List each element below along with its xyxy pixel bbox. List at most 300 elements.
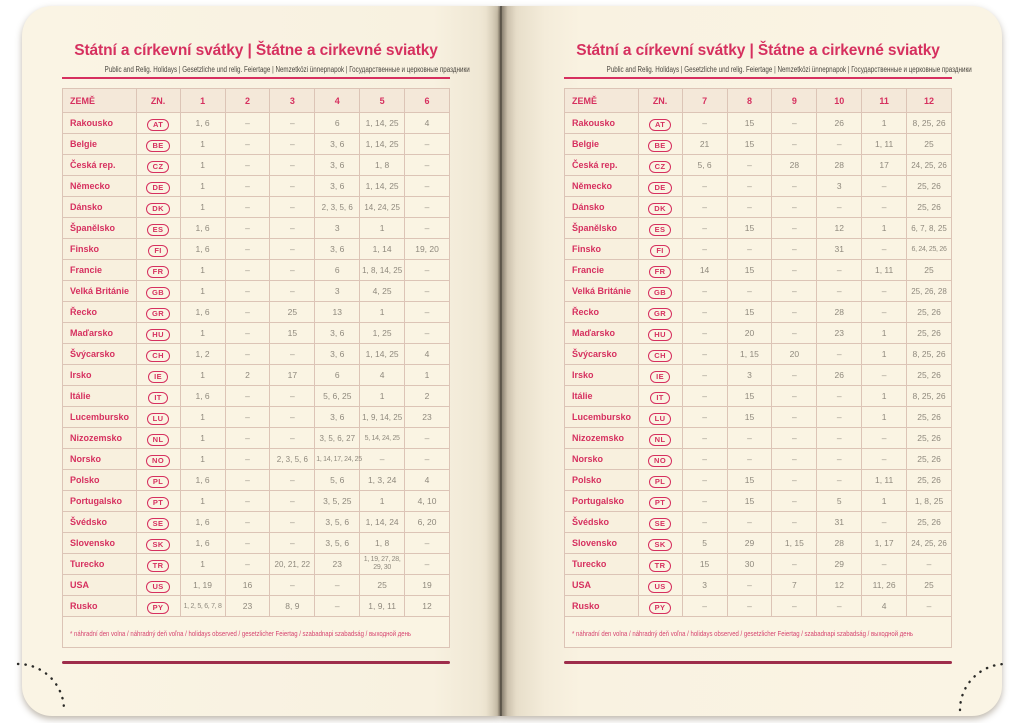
- holiday-days-cell: –: [270, 344, 315, 365]
- holiday-days-cell: –: [225, 302, 270, 323]
- country-name: Itálie: [63, 386, 137, 407]
- holiday-days-cell: 3, 6: [315, 323, 360, 344]
- holiday-days-cell: 1, 11: [862, 134, 907, 155]
- holiday-days-cell: –: [270, 470, 315, 491]
- holiday-days-cell: –: [682, 449, 727, 470]
- holiday-days-cell: 3, 5, 25: [315, 491, 360, 512]
- table-row: [565, 197, 952, 218]
- header-row: [63, 89, 450, 113]
- country-name: Belgie: [63, 134, 137, 155]
- holiday-days-cell: –: [270, 218, 315, 239]
- holiday-days-cell: 13: [315, 302, 360, 323]
- holiday-days-cell: 1, 14, 25: [360, 344, 405, 365]
- holiday-days-cell: –: [405, 554, 450, 575]
- holiday-days-cell: 25: [360, 575, 405, 596]
- holiday-days-cell: 31: [817, 239, 862, 260]
- holiday-days-cell: 15: [727, 302, 772, 323]
- holiday-days-cell: –: [862, 302, 907, 323]
- holiday-days-cell: 25, 26: [907, 407, 952, 428]
- holiday-days-cell: 6, 24, 25, 26: [907, 239, 952, 260]
- country-name: Norsko: [565, 449, 639, 470]
- holiday-days-cell: –: [862, 197, 907, 218]
- holiday-days-cell: 15: [727, 113, 772, 134]
- holiday-days-cell: –: [817, 260, 862, 281]
- holiday-days-cell: –: [682, 386, 727, 407]
- holiday-days-cell: 1, 6: [180, 302, 225, 323]
- holiday-days-cell: 15: [727, 134, 772, 155]
- holiday-days-cell: –: [405, 302, 450, 323]
- holiday-days-cell: –: [405, 449, 450, 470]
- holiday-days-cell: 1, 6: [180, 533, 225, 554]
- holiday-days-cell: 3, 5, 6, 27: [315, 428, 360, 449]
- country-code-cell: [638, 218, 682, 239]
- holiday-days-cell: –: [270, 575, 315, 596]
- footnote: * náhradní den volna / náhradný deň voľna / holidays observed / gesetzlicher Feiertag / szabadnapi szabadság / выходной день: [572, 629, 914, 638]
- table-row: [63, 449, 450, 470]
- country-code-badge: FR: [649, 266, 672, 278]
- holiday-days-cell: –: [225, 218, 270, 239]
- diary-right-page: [500, 6, 1002, 716]
- country-name: Maďarsko: [565, 323, 639, 344]
- footnote-cell: [565, 617, 952, 648]
- holiday-days-cell: 3: [817, 176, 862, 197]
- holiday-days-cell: –: [772, 470, 817, 491]
- holiday-days-cell: –: [772, 302, 817, 323]
- holiday-days-cell: –: [225, 344, 270, 365]
- holiday-days-cell: 25, 26: [907, 470, 952, 491]
- holiday-days-cell: –: [225, 176, 270, 197]
- holiday-days-cell: –: [727, 176, 772, 197]
- holiday-days-cell: –: [862, 365, 907, 386]
- holiday-days-cell: 15: [727, 470, 772, 491]
- holiday-days-cell: –: [817, 407, 862, 428]
- country-code-badge: IE: [650, 371, 670, 383]
- holiday-days-cell: –: [682, 239, 727, 260]
- holiday-days-cell: –: [817, 596, 862, 617]
- country-code-badge: HU: [648, 329, 672, 341]
- holiday-days-cell: –: [682, 113, 727, 134]
- country-name: Dánsko: [565, 197, 639, 218]
- holiday-days-cell: –: [772, 491, 817, 512]
- country-code-badge: DE: [648, 182, 671, 194]
- country-name: Francie: [63, 260, 137, 281]
- holiday-days-cell: –: [772, 449, 817, 470]
- holiday-days-cell: –: [727, 155, 772, 176]
- table-row: [63, 491, 450, 512]
- holiday-days-cell: –: [772, 197, 817, 218]
- holiday-days-cell: 1: [180, 134, 225, 155]
- holiday-days-cell: 1: [180, 323, 225, 344]
- page-title: Státní a církevní svátky | Štátne a cirkevné sviatky: [74, 42, 438, 59]
- country-name: Slovensko: [63, 533, 137, 554]
- table-row: [63, 176, 450, 197]
- holiday-days-cell: –: [225, 470, 270, 491]
- column-header: 9: [772, 89, 817, 113]
- holiday-days-cell: 1, 6: [180, 470, 225, 491]
- holiday-days-cell: 1: [180, 428, 225, 449]
- table-row: [63, 407, 450, 428]
- perforation-dots-right-corner: [946, 658, 1016, 720]
- bottom-rule: [62, 661, 450, 664]
- holiday-days-cell: –: [225, 449, 270, 470]
- holiday-days-cell: –: [270, 386, 315, 407]
- table-row: [565, 470, 952, 491]
- holiday-days-cell: –: [405, 155, 450, 176]
- holiday-days-cell: 1, 14: [360, 239, 405, 260]
- holiday-days-cell: 3, 6: [315, 344, 360, 365]
- country-code-cell: [638, 470, 682, 491]
- holiday-days-cell: 1: [360, 218, 405, 239]
- header-row: [565, 89, 952, 113]
- holiday-days-cell: 19, 20: [405, 239, 450, 260]
- country-code-badge: PY: [649, 602, 672, 614]
- holiday-days-cell: 1, 25: [360, 323, 405, 344]
- country-name: Nizozemsko: [63, 428, 137, 449]
- column-header: 11: [862, 89, 907, 113]
- table-row: [63, 155, 450, 176]
- holiday-days-cell: –: [772, 134, 817, 155]
- holiday-days-cell: 23: [225, 596, 270, 617]
- holiday-days-cell: 1: [360, 386, 405, 407]
- holiday-days-cell: 1: [180, 449, 225, 470]
- country-name: Portugalsko: [565, 491, 639, 512]
- holiday-days-cell: –: [270, 113, 315, 134]
- holiday-days-cell: –: [360, 449, 405, 470]
- holiday-days-cell: –: [682, 407, 727, 428]
- column-header: ZEMĚ: [565, 89, 639, 113]
- holiday-days-cell: –: [772, 428, 817, 449]
- country-code-badge: US: [146, 581, 169, 593]
- holiday-days-cell: 8, 9: [270, 596, 315, 617]
- holiday-days-cell: –: [772, 218, 817, 239]
- country-code-badge: DE: [146, 182, 169, 194]
- table-row: [63, 596, 450, 617]
- holiday-days-cell: –: [225, 155, 270, 176]
- holiday-days-cell: –: [727, 575, 772, 596]
- holiday-days-cell: 24, 25, 26: [907, 533, 952, 554]
- country-name: Itálie: [565, 386, 639, 407]
- country-code-badge: PL: [649, 476, 671, 488]
- holiday-days-cell: 28: [817, 302, 862, 323]
- country-code-cell: [638, 491, 682, 512]
- country-name: Německo: [63, 176, 137, 197]
- column-header: 1: [180, 89, 225, 113]
- country-code-badge: GB: [146, 287, 170, 299]
- holiday-days-cell: –: [772, 596, 817, 617]
- holiday-days-cell: 23: [817, 323, 862, 344]
- holiday-days-cell: 1, 14, 25: [360, 134, 405, 155]
- holiday-days-cell: 1, 6: [180, 218, 225, 239]
- holiday-days-cell: –: [225, 491, 270, 512]
- table-row: [63, 197, 450, 218]
- table-row: [63, 554, 450, 575]
- table-row: [63, 470, 450, 491]
- country-name: Dánsko: [63, 197, 137, 218]
- holiday-days-cell: –: [727, 428, 772, 449]
- country-code-badge: GR: [146, 308, 170, 320]
- column-header: 12: [907, 89, 952, 113]
- holiday-days-cell: –: [225, 533, 270, 554]
- holiday-days-cell: 8, 25, 26: [907, 386, 952, 407]
- holiday-days-cell: 1, 19: [180, 575, 225, 596]
- holiday-days-cell: 3, 6: [315, 407, 360, 428]
- holiday-days-cell: 1, 11: [862, 470, 907, 491]
- country-code-badge: CZ: [649, 161, 672, 173]
- column-header: 5: [360, 89, 405, 113]
- holiday-days-cell: –: [225, 428, 270, 449]
- country-code-cell: [136, 113, 180, 134]
- holiday-days-cell: 20, 21, 22: [270, 554, 315, 575]
- holiday-days-cell: –: [862, 512, 907, 533]
- holiday-days-cell: –: [270, 260, 315, 281]
- country-code-cell: [136, 554, 180, 575]
- holiday-days-cell: –: [727, 281, 772, 302]
- footnote-cell: [63, 617, 450, 648]
- holiday-days-cell: 29: [817, 554, 862, 575]
- country-code-cell: [638, 281, 682, 302]
- country-name: Nizozemsko: [565, 428, 639, 449]
- holiday-days-cell: 25: [907, 260, 952, 281]
- column-header: 3: [270, 89, 315, 113]
- holiday-days-cell: 4: [405, 344, 450, 365]
- country-code-cell: [638, 323, 682, 344]
- table-row: [565, 407, 952, 428]
- holiday-days-cell: –: [405, 197, 450, 218]
- table-row: [565, 134, 952, 155]
- holiday-days-cell: –: [315, 596, 360, 617]
- column-header: 2: [225, 89, 270, 113]
- holiday-days-cell: –: [772, 386, 817, 407]
- country-code-cell: [638, 554, 682, 575]
- holiday-days-cell: 25, 26: [907, 449, 952, 470]
- holiday-days-cell: 1, 17: [862, 533, 907, 554]
- holiday-days-cell: 1: [180, 197, 225, 218]
- table-row: [63, 365, 450, 386]
- holiday-days-cell: 1, 6: [180, 239, 225, 260]
- column-header: 7: [682, 89, 727, 113]
- holiday-days-cell: –: [225, 512, 270, 533]
- holiday-days-cell: –: [817, 428, 862, 449]
- country-code-badge: FI: [148, 245, 167, 257]
- country-code-cell: [638, 365, 682, 386]
- country-name: Česká rep.: [63, 155, 137, 176]
- country-name: Francie: [565, 260, 639, 281]
- holidays-table-months-7-12: [564, 88, 952, 648]
- country-name: Velká Británie: [63, 281, 137, 302]
- holiday-days-cell: 5, 6: [682, 155, 727, 176]
- country-code-cell: [136, 512, 180, 533]
- holiday-days-cell: –: [682, 197, 727, 218]
- holiday-days-cell: –: [270, 155, 315, 176]
- holiday-days-cell: –: [682, 302, 727, 323]
- holiday-days-cell: 1: [862, 491, 907, 512]
- holiday-days-cell: 26: [817, 113, 862, 134]
- table-row: [565, 449, 952, 470]
- holiday-days-cell: 29: [727, 533, 772, 554]
- holiday-days-cell: 3: [315, 218, 360, 239]
- holiday-days-cell: –: [270, 197, 315, 218]
- table-row: [63, 386, 450, 407]
- page-subtitle: Public and Relig. Holidays | Gesetzliche und relig. Feiertage | Nemzetközi ünnepnapok | Государственные и церковные праздники: [606, 65, 972, 74]
- holiday-days-cell: –: [862, 176, 907, 197]
- holiday-days-cell: –: [727, 512, 772, 533]
- holiday-days-cell: 1, 14, 24: [360, 512, 405, 533]
- country-code-badge: LU: [649, 413, 672, 425]
- diary-left-page: [22, 6, 500, 716]
- holiday-days-cell: 1: [180, 260, 225, 281]
- holiday-days-cell: –: [862, 239, 907, 260]
- country-name: Lucembursko: [63, 407, 137, 428]
- holiday-days-cell: 7: [772, 575, 817, 596]
- holiday-days-cell: –: [907, 596, 952, 617]
- holiday-days-cell: 2: [225, 365, 270, 386]
- country-code-cell: [638, 155, 682, 176]
- holiday-days-cell: 1, 9, 11: [360, 596, 405, 617]
- holiday-days-cell: 4: [862, 596, 907, 617]
- column-header: ZEMĚ: [63, 89, 137, 113]
- holiday-days-cell: –: [270, 533, 315, 554]
- holiday-days-cell: 14, 24, 25: [360, 197, 405, 218]
- holiday-days-cell: 15: [727, 407, 772, 428]
- table-row: [565, 239, 952, 260]
- table-row: [63, 218, 450, 239]
- holiday-days-cell: 1: [180, 155, 225, 176]
- holiday-days-cell: 1: [862, 113, 907, 134]
- holiday-days-cell: 21: [682, 134, 727, 155]
- country-code-badge: BE: [146, 140, 169, 152]
- holiday-days-cell: –: [270, 428, 315, 449]
- holiday-days-cell: –: [225, 239, 270, 260]
- holiday-days-cell: 3, 6: [315, 134, 360, 155]
- holiday-days-cell: –: [862, 428, 907, 449]
- country-code-badge: CZ: [147, 161, 170, 173]
- table-row: [565, 323, 952, 344]
- holiday-days-cell: 15: [270, 323, 315, 344]
- holiday-days-cell: 1, 3, 24: [360, 470, 405, 491]
- holiday-days-cell: 1, 11: [862, 260, 907, 281]
- country-code-cell: [638, 533, 682, 554]
- holiday-days-cell: 23: [315, 554, 360, 575]
- country-name: Rusko: [565, 596, 639, 617]
- country-code-badge: SE: [649, 518, 672, 530]
- country-name: Irsko: [63, 365, 137, 386]
- country-code-cell: [638, 113, 682, 134]
- holiday-days-cell: 17: [270, 365, 315, 386]
- table-row: [565, 386, 952, 407]
- country-name: Lucembursko: [565, 407, 639, 428]
- country-code-cell: [638, 176, 682, 197]
- holiday-days-cell: –: [270, 239, 315, 260]
- perforation-dots-left-corner: [8, 658, 78, 720]
- holiday-days-cell: –: [907, 554, 952, 575]
- holiday-days-cell: 15: [682, 554, 727, 575]
- country-code-cell: [136, 533, 180, 554]
- country-code-cell: [638, 134, 682, 155]
- country-code-badge: CH: [648, 350, 672, 362]
- holiday-days-cell: 1: [862, 344, 907, 365]
- country-code-cell: [136, 197, 180, 218]
- country-code-badge: US: [648, 581, 671, 593]
- country-code-badge: NO: [146, 455, 170, 467]
- holiday-days-cell: –: [817, 449, 862, 470]
- holiday-days-cell: 20: [772, 344, 817, 365]
- country-code-cell: [136, 134, 180, 155]
- table-row: [565, 218, 952, 239]
- country-name: Řecko: [63, 302, 137, 323]
- country-code-badge: SK: [146, 539, 169, 551]
- holiday-days-cell: 3, 6: [315, 155, 360, 176]
- table-row: [63, 344, 450, 365]
- holiday-days-cell: 1, 14, 17, 24, 25: [315, 449, 360, 470]
- holiday-days-cell: –: [727, 197, 772, 218]
- holiday-days-cell: 1, 2: [180, 344, 225, 365]
- country-name: Švýcarsko: [63, 344, 137, 365]
- holiday-days-cell: –: [405, 323, 450, 344]
- holiday-days-cell: 25, 26: [907, 365, 952, 386]
- country-code-badge: ES: [649, 224, 672, 236]
- country-name: Norsko: [63, 449, 137, 470]
- country-code-cell: [638, 197, 682, 218]
- country-code-badge: SE: [147, 518, 170, 530]
- holiday-days-cell: –: [727, 596, 772, 617]
- country-code-badge: DK: [146, 203, 170, 215]
- table-row: [565, 575, 952, 596]
- holiday-days-cell: 1, 14, 25: [360, 113, 405, 134]
- holiday-days-cell: 6: [315, 260, 360, 281]
- holiday-days-cell: 1: [180, 491, 225, 512]
- country-code-badge: AT: [147, 119, 169, 131]
- holiday-days-cell: –: [225, 134, 270, 155]
- holiday-days-cell: –: [862, 449, 907, 470]
- country-code-badge: NO: [648, 455, 672, 467]
- country-code-badge: NL: [147, 434, 170, 446]
- holiday-days-cell: –: [772, 260, 817, 281]
- country-name: Finsko: [63, 239, 137, 260]
- country-name: Finsko: [565, 239, 639, 260]
- holiday-days-cell: 1, 8: [360, 533, 405, 554]
- holiday-days-cell: 5, 6: [315, 470, 360, 491]
- left-page-content: [62, 42, 470, 664]
- holiday-days-cell: –: [682, 281, 727, 302]
- table-row: [565, 260, 952, 281]
- holiday-days-cell: –: [405, 260, 450, 281]
- table-row: [63, 113, 450, 134]
- country-code-badge: IT: [148, 392, 167, 404]
- table-row: [63, 533, 450, 554]
- holiday-days-cell: –: [225, 197, 270, 218]
- country-code-cell: [638, 449, 682, 470]
- holiday-days-cell: 19: [405, 575, 450, 596]
- holiday-days-cell: –: [772, 323, 817, 344]
- country-code-cell: [136, 491, 180, 512]
- country-code-badge: FR: [147, 266, 170, 278]
- holiday-days-cell: 1: [862, 323, 907, 344]
- country-name: Polsko: [63, 470, 137, 491]
- country-name: Rakousko: [565, 113, 639, 134]
- country-code-cell: [136, 176, 180, 197]
- holiday-days-cell: –: [772, 113, 817, 134]
- holiday-days-cell: 14: [682, 260, 727, 281]
- table-row: [63, 134, 450, 155]
- holiday-days-cell: 6: [315, 365, 360, 386]
- holiday-days-cell: 2, 3, 5, 6: [315, 197, 360, 218]
- holiday-days-cell: 15: [727, 386, 772, 407]
- holiday-days-cell: –: [772, 281, 817, 302]
- holiday-days-cell: –: [817, 470, 862, 491]
- holiday-days-cell: 28: [817, 533, 862, 554]
- holiday-days-cell: 24, 25, 26: [907, 155, 952, 176]
- table-row: [565, 344, 952, 365]
